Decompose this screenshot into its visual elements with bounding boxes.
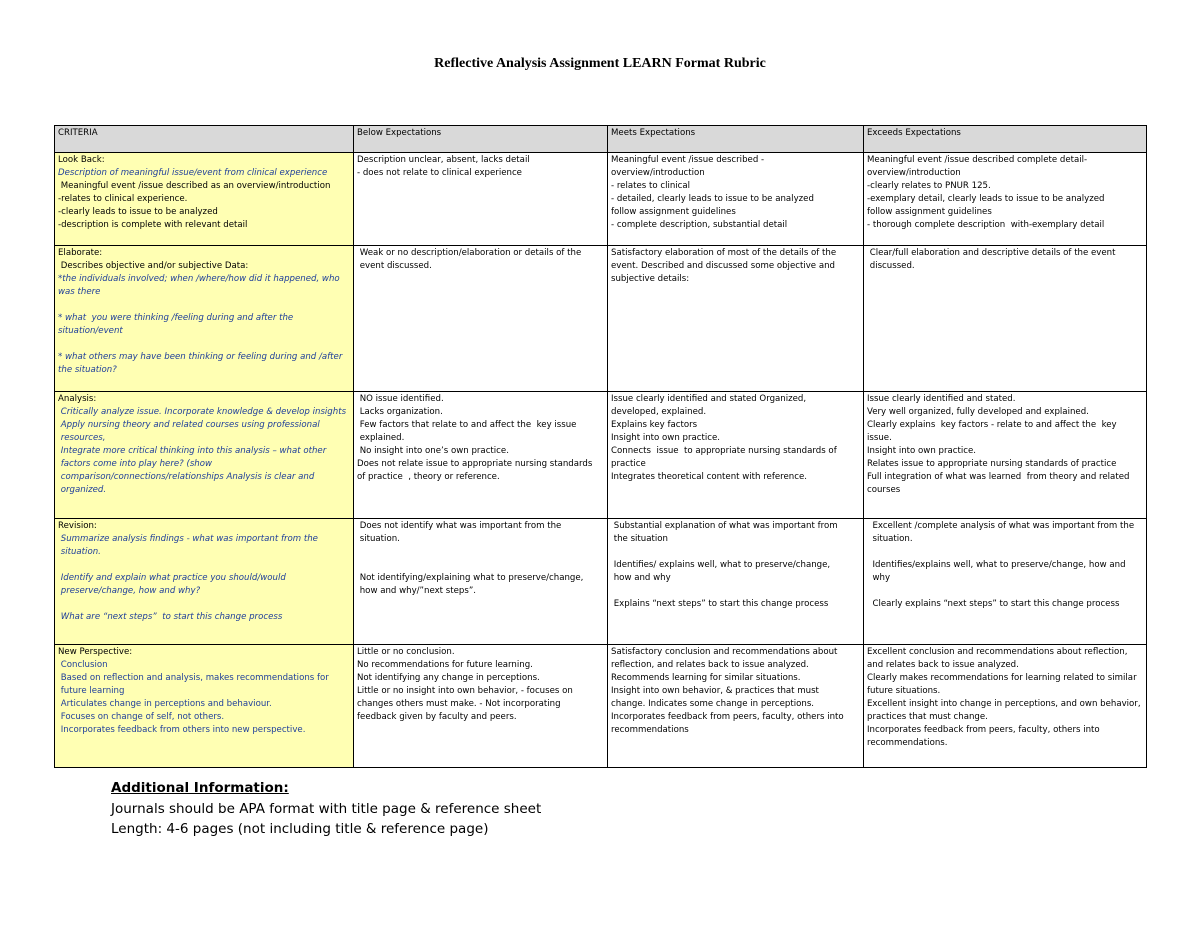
below-line: Does not relate issue to appropriate nursing standards: [357, 459, 593, 469]
below-line: Not identifying/explaining what to preserve/change,: [357, 573, 584, 583]
criteria-line: Incorporates feedback from others into new perspective.: [58, 725, 306, 735]
meets-line: developed, explained.: [611, 407, 707, 417]
exceeds-line: Insight into own practice.: [867, 446, 976, 456]
below-expectations-cell: [354, 392, 608, 519]
meets-line: the situation: [611, 534, 668, 544]
meets-line: Recommends learning for similar situations.: [611, 673, 801, 683]
meets-line: overview/introduction: [611, 168, 705, 178]
criteria-line: [58, 299, 350, 312]
exceeds-line: Very well organized, fully developed and explained.: [867, 407, 1089, 417]
meets-expectations-cell: [608, 519, 864, 645]
below-line: explained.: [357, 433, 405, 443]
exceeds-line: Clearly explains “next steps” to start this change process: [867, 599, 1120, 609]
meets-line: how and why: [611, 573, 671, 583]
exceeds-line: follow assignment guidelines: [867, 207, 992, 217]
below-expectations-cell: [354, 153, 608, 246]
criteria-line: * what others may have been thinking or feeling during and /after: [58, 352, 343, 362]
meets-line: - detailed, clearly leads to issue to be analyzed: [611, 194, 814, 204]
meets-line: - complete description, substantial detail: [611, 220, 788, 230]
criteria-line: resources,: [58, 433, 106, 443]
exceeds-line: Clearly makes recommendations for learning related to similar: [867, 673, 1137, 683]
below-line: Little or no insight into own behavior, - focuses on: [357, 686, 573, 696]
below-line: Does not identify what was important from the: [357, 521, 562, 531]
rubric-table: [54, 125, 1147, 768]
additional-info-line: Length: 4-6 pages (not including title & reference page): [111, 821, 489, 837]
exceeds-expectations-cell: [864, 246, 1147, 392]
additional-information: [111, 778, 541, 840]
additional-info-heading: Additional Information:: [111, 780, 289, 796]
criteria-line: Summarize analysis findings - what was important from the: [58, 534, 318, 544]
meets-expectations-cell: [608, 246, 864, 392]
exceeds-line: Relates issue to appropriate nursing standards of practice: [867, 459, 1117, 469]
criteria-line: [58, 598, 350, 611]
criteria-line: -relates to clinical experience.: [58, 194, 188, 204]
meets-line: Issue clearly identified and stated Organized,: [611, 394, 807, 404]
below-line: feedback given by faculty and peers.: [357, 712, 517, 722]
below-line: Lacks organization.: [357, 407, 443, 417]
criteria-line: the situation?: [58, 365, 117, 375]
meets-line: Explains key factors: [611, 420, 698, 430]
meets-line: Insight into own practice.: [611, 433, 720, 443]
rubric-row: [55, 392, 1147, 519]
criteria-line: New Perspective:: [58, 647, 133, 657]
criteria-line: * what you were thinking /feeling during and after the: [58, 313, 294, 323]
exceeds-line: Clear/full elaboration and descriptive details of the event: [867, 248, 1116, 258]
criteria-line: Analysis:: [58, 394, 97, 404]
below-line: No insight into one’s own practice.: [357, 446, 509, 456]
criteria-line: comparison/connections/relationships Analysis is clear and: [58, 472, 315, 482]
below-line: changes others must make. - Not incorporating: [357, 699, 561, 709]
criteria-line: Conclusion: [58, 660, 108, 670]
exceeds-line: overview/introduction: [867, 168, 961, 178]
below-line: - does not relate to clinical experience: [357, 168, 522, 178]
below-line: Little or no conclusion.: [357, 647, 455, 657]
below-line: event discussed.: [357, 261, 432, 271]
exceeds-line: practices that must change.: [867, 712, 988, 722]
criteria-cell: [55, 153, 354, 246]
criteria-line: factors come into play here? (show: [58, 459, 213, 469]
rubric-row: [55, 645, 1147, 768]
meets-line: Incorporates feedback from peers, faculty, others into: [611, 712, 844, 722]
meets-line: reflection, and relates back to issue analyzed.: [611, 660, 809, 670]
meets-line: - relates to clinical: [611, 181, 691, 191]
criteria-line: preserve/change, how and why?: [58, 586, 201, 596]
criteria-line: situation/event: [58, 326, 123, 336]
meets-line: change. Indicates some change in perceptions.: [611, 699, 815, 709]
below-line: how and why/”next steps”.: [357, 586, 477, 596]
criteria-line: future learning: [58, 686, 125, 696]
meets-line: Connects issue to appropriate nursing standards of: [611, 446, 837, 456]
meets-expectations-cell: [608, 392, 864, 519]
rubric-row: [55, 246, 1147, 392]
exceeds-line: courses: [867, 485, 901, 495]
below-expectations-cell: [354, 519, 608, 645]
meets-line: recommendations: [611, 725, 689, 735]
criteria-line: Describes objective and/or subjective Data:: [58, 261, 249, 271]
criteria-line: Identify and explain what practice you should/would: [58, 573, 286, 583]
exceeds-expectations-cell: [864, 519, 1147, 645]
meets-line: Meaningful event /issue described -: [611, 155, 765, 165]
below-line: of practice , theory or reference.: [357, 472, 500, 482]
page-title: Reflective Analysis Assignment LEARN Format Rubric: [434, 56, 766, 71]
criteria-line: Elaborate:: [58, 248, 103, 258]
exceeds-line: [867, 585, 1143, 598]
criteria-line: situation.: [58, 547, 101, 557]
below-line: [357, 559, 604, 572]
header-row: [55, 126, 1147, 153]
criteria-line: organized.: [58, 485, 107, 495]
exceeds-line: Identifies/explains well, what to preserve/change, how and: [867, 560, 1126, 570]
exceeds-line: -exemplary detail, clearly leads to issue to be analyzed: [867, 194, 1105, 204]
meets-line: event. Described and discussed some objective and: [611, 261, 835, 271]
meets-line: follow assignment guidelines: [611, 207, 736, 217]
header-criteria: CRITERIA: [55, 126, 354, 153]
meets-line: [611, 585, 860, 598]
exceeds-line: future situations.: [867, 686, 941, 696]
criteria-line: Apply nursing theory and related courses using professional: [58, 420, 320, 430]
exceeds-line: and relates back to issue analyzed.: [867, 660, 1019, 670]
criteria-line: Revision:: [58, 521, 97, 531]
exceeds-expectations-cell: [864, 392, 1147, 519]
criteria-line: Based on reflection and analysis, makes recommendations for: [58, 673, 329, 683]
rubric-row: [55, 519, 1147, 645]
exceeds-line: -clearly relates to PNUR 125.: [867, 181, 991, 191]
criteria-line: Look Back:: [58, 155, 105, 165]
criteria-line: [58, 559, 350, 572]
below-line: situation.: [357, 534, 400, 544]
meets-line: Satisfactory elaboration of most of the details of the: [611, 248, 837, 258]
exceeds-line: [867, 546, 1143, 559]
header-below-expectations: Below Expectations: [354, 126, 608, 153]
exceeds-line: Full integration of what was learned from theory and related: [867, 472, 1130, 482]
below-expectations-cell: [354, 645, 608, 768]
below-expectations-cell: [354, 246, 608, 392]
exceeds-line: Excellent insight into change in perceptions, and own behavior,: [867, 699, 1141, 709]
meets-line: subjective details:: [611, 274, 690, 284]
below-line: NO issue identified.: [357, 394, 444, 404]
below-line: Few factors that relate to and affect the key issue: [357, 420, 577, 430]
exceeds-line: Clearly explains key factors - relate to and affect the key issue.: [867, 420, 1120, 443]
criteria-cell: [55, 519, 354, 645]
criteria-cell: [55, 645, 354, 768]
criteria-line: was there: [58, 287, 101, 297]
exceeds-line: recommendations.: [867, 738, 948, 748]
exceeds-line: Issue clearly identified and stated.: [867, 394, 1016, 404]
meets-line: Substantial explanation of what was important from: [611, 521, 838, 531]
exceeds-expectations-cell: [864, 153, 1147, 246]
exceeds-line: Excellent /complete analysis of what was important from the: [867, 521, 1135, 531]
criteria-line: Description of meaningful issue/event from clinical experience: [58, 168, 328, 178]
criteria-line: Articulates change in perceptions and behaviour.: [58, 699, 272, 709]
criteria-line: Meaningful event /issue described as an overview/introduction: [58, 181, 331, 191]
criteria-line: Focuses on change of self, not others.: [58, 712, 225, 722]
exceeds-line: Excellent conclusion and recommendations about reflection,: [867, 647, 1128, 657]
meets-line: Satisfactory conclusion and recommendations about: [611, 647, 838, 657]
header-exceeds-expectations: Exceeds Expectations: [864, 126, 1147, 153]
exceeds-line: why: [867, 573, 891, 583]
exceeds-expectations-cell: [864, 645, 1147, 768]
meets-line: practice: [611, 459, 646, 469]
exceeds-line: Meaningful event /issue described complete detail-: [867, 155, 1088, 165]
exceeds-line: discussed.: [867, 261, 915, 271]
meets-line: Integrates theoretical content with reference.: [611, 472, 807, 482]
below-line: Weak or no description/elaboration or details of the: [357, 248, 582, 258]
meets-line: Explains “next steps” to start this change process: [611, 599, 829, 609]
below-line: No recommendations for future learning.: [357, 660, 533, 670]
rubric-row: [55, 153, 1147, 246]
criteria-line: *the individuals involved; when /where/how did it happened, who: [58, 274, 340, 284]
criteria-line: -description is complete with relevant detail: [58, 220, 248, 230]
criteria-line: What are “next steps” to start this change process: [58, 612, 283, 622]
criteria-line: Critically analyze issue. Incorporate knowledge & develop insights: [58, 407, 347, 417]
meets-line: Insight into own behavior, & practices that must: [611, 686, 819, 696]
below-line: Description unclear, absent, lacks detail: [357, 155, 530, 165]
below-line: Not identifying any change in perceptions.: [357, 673, 540, 683]
meets-line: Identifies/ explains well, what to preserve/change,: [611, 560, 831, 570]
criteria-cell: [55, 392, 354, 519]
additional-info-line: Journals should be APA format with title page & reference sheet: [111, 800, 542, 817]
exceeds-line: situation.: [867, 534, 913, 544]
criteria-cell: [55, 246, 354, 392]
exceeds-line: - thorough complete description with-exemplary detail: [867, 220, 1105, 230]
criteria-line: -clearly leads to issue to be analyzed: [58, 207, 218, 217]
criteria-line: [58, 338, 350, 351]
meets-expectations-cell: [608, 645, 864, 768]
meets-expectations-cell: [608, 153, 864, 246]
header-meets-expectations: Meets Expectations: [608, 126, 864, 153]
exceeds-line: Incorporates feedback from peers, faculty, others into: [867, 725, 1100, 735]
criteria-line: Integrate more critical thinking into this analysis – what other: [58, 446, 327, 456]
meets-line: [611, 546, 860, 559]
below-line: [357, 546, 604, 559]
